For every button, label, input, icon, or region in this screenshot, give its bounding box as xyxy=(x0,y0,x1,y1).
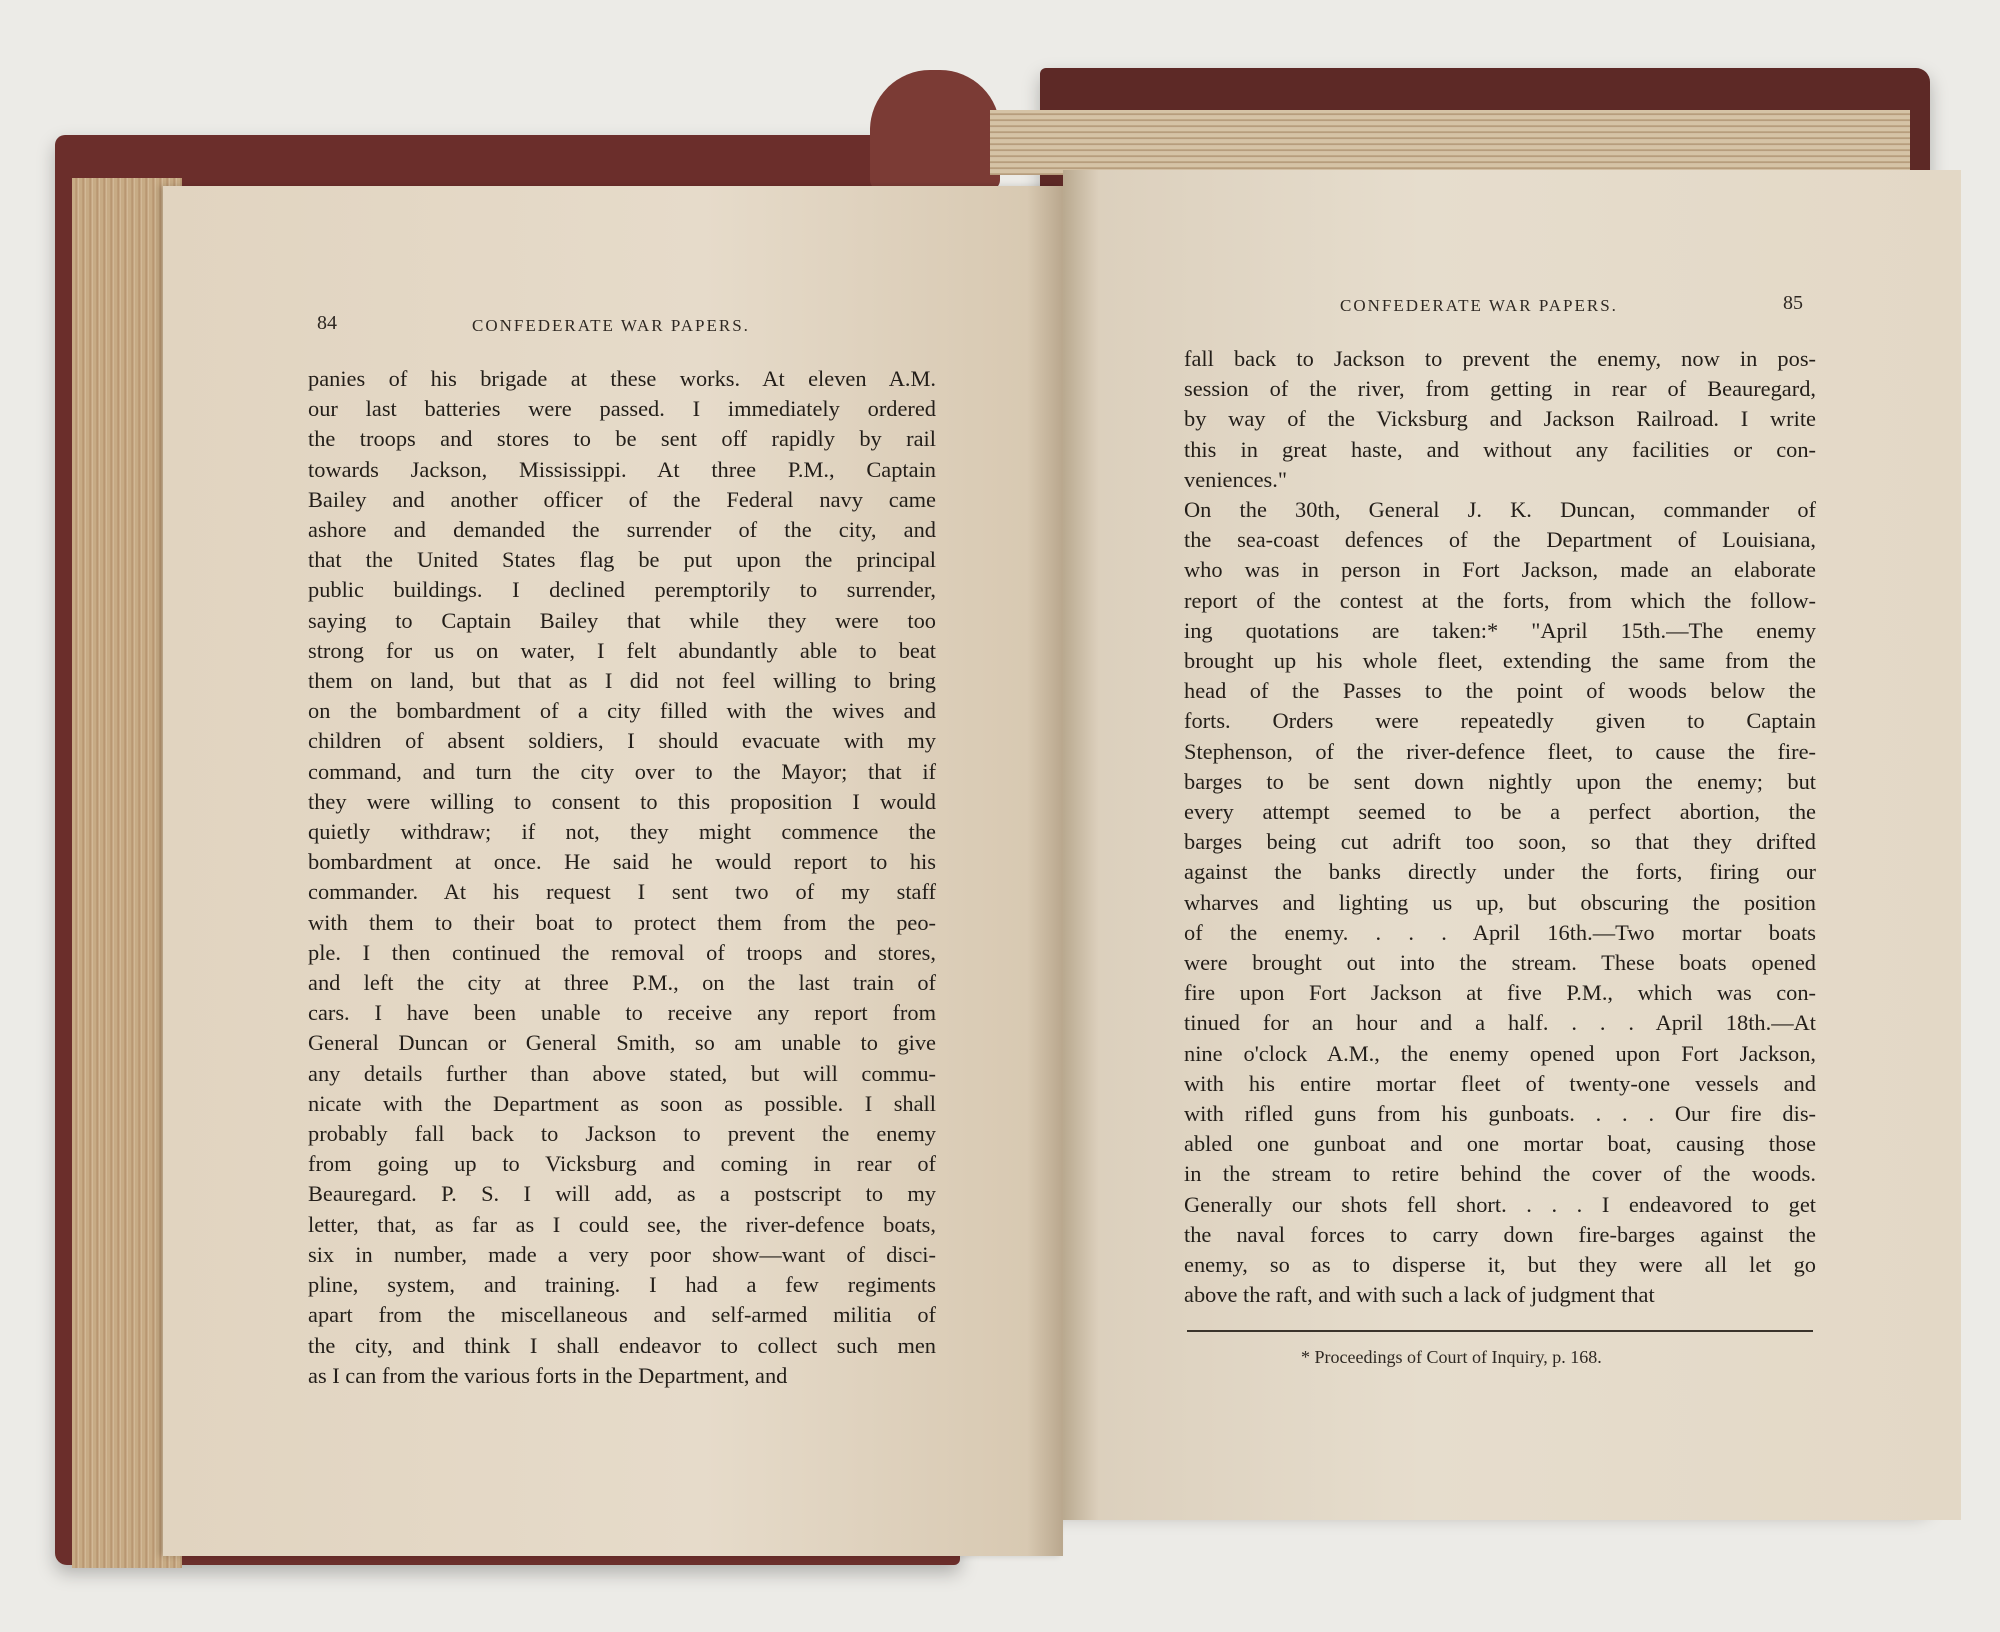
text-line: six in number, made a very poor show—want of disci- xyxy=(308,1241,936,1267)
text-line: apart from the miscellaneous and self-armed militia of xyxy=(308,1302,936,1328)
text-line: On the 30th, General J. K. Duncan, commander of xyxy=(1184,497,1816,523)
text-line: the city, and think I shall endeavor to collect such men xyxy=(308,1332,936,1358)
text-line: head of the Passes to the point of woods below the xyxy=(1184,678,1816,704)
text-line: from going up to Vicksburg and coming in rear of xyxy=(308,1151,936,1177)
text-line: quietly withdraw; if not, they might commence the xyxy=(308,819,936,845)
text-line: above the raft, and with such a lack of judgment that xyxy=(1184,1282,1655,1308)
text-line: Beauregard. P. S. I will add, as a postscript to my xyxy=(308,1181,936,1207)
text-line: on the bombardment of a city filled with the wives and xyxy=(308,698,936,724)
text-line: report of the contest at the forts, from which the follow- xyxy=(1184,587,1816,613)
text-line: ple. I then continued the removal of troops and stores, xyxy=(308,939,936,965)
text-line: letter, that, as far as I could see, the river-defence boats, xyxy=(308,1211,936,1237)
text-line: panies of his brigade at these works. At eleven A.M. xyxy=(308,366,936,391)
text-line: ing quotations are taken:* "April 15th.—The enemy xyxy=(1184,617,1816,643)
text-line: this in great haste, and without any facilities or con- xyxy=(1184,436,1816,462)
text-line: children of absent soldiers, I should evacuate with my xyxy=(308,728,936,754)
text-line: tinued for an hour and a half. . . . April 18th.—At xyxy=(1184,1010,1816,1036)
text-line: probably fall back to Jackson to prevent the enemy xyxy=(308,1121,936,1147)
text-line: enemy, so as to disperse it, but they were all let go xyxy=(1184,1252,1816,1278)
text-line: of the enemy. . . . April 16th.—Two mortar boats xyxy=(1184,919,1816,945)
text-line: our last batteries were passed. I immediately ordered xyxy=(308,396,936,422)
text-line: the troops and stores to be sent off rapidly by rail xyxy=(308,426,936,452)
text-line: brought up his whole fleet, extending the same from the xyxy=(1184,648,1816,674)
text-line: bombardment at once. He said he would report to his xyxy=(308,849,936,875)
text-line: against the banks directly under the forts, firing our xyxy=(1184,859,1816,885)
text-line: nicate with the Department as soon as possible. I shall xyxy=(308,1090,936,1116)
text-line: they were willing to consent to this proposition I would xyxy=(308,788,936,814)
text-line: wharves and lighting us up, but obscuring the position xyxy=(1184,889,1816,915)
text-line: ashore and demanded the surrender of the city, and xyxy=(308,517,936,543)
text-line: nine o'clock A.M., the enemy opened upon Fort Jackson, xyxy=(1184,1040,1816,1066)
text-line: saying to Captain Bailey that while they were too xyxy=(308,607,936,633)
text-line: fire upon Fort Jackson at five P.M., which was con- xyxy=(1184,980,1816,1006)
text-line: them on land, but that as I did not feel willing to bring xyxy=(308,668,936,694)
text-line: and left the city at three P.M., on the last train of xyxy=(308,970,936,996)
text-line: strong for us on water, I felt abundantly able to beat xyxy=(308,637,936,663)
text-line: cars. I have been unable to receive any report from xyxy=(308,1000,936,1026)
body-text xyxy=(1184,344,1816,1311)
text-line: barges being cut adrift too soon, so that they drifted xyxy=(1184,829,1816,855)
text-line: fall back to Jackson to prevent the enemy, now in pos- xyxy=(1184,346,1816,371)
running-head: CONFEDERATE WAR PAPERS. xyxy=(1340,296,1618,315)
text-line: with his entire mortar fleet of twenty-one vessels and xyxy=(1184,1070,1816,1096)
text-line: every attempt seemed to be a perfect abortion, the xyxy=(1184,799,1816,825)
text-line: with rifled guns from his gunboats. . . . Our fire dis- xyxy=(1184,1101,1816,1127)
text-line: General Duncan or General Smith, so am unable to give xyxy=(308,1030,936,1056)
text-line: the sea-coast defences of the Department of Louisiana, xyxy=(1184,527,1816,553)
text-line: abled one gunboat and one mortar boat, causing those xyxy=(1184,1131,1816,1157)
text-line: who was in person in Fort Jackson, made an elaborate xyxy=(1184,557,1816,583)
footnote: * Proceedings of Court of Inquiry, p. 168. xyxy=(1301,1347,1602,1367)
text-line: commander. At his request I sent two of my staff xyxy=(308,879,936,905)
footnote-rule xyxy=(1187,1330,1813,1332)
text-line: towards Jackson, Mississippi. At three P.M., Captain xyxy=(308,456,936,482)
page-number: 85 xyxy=(1783,292,1803,314)
text-line: by way of the Vicksburg and Jackson Railroad. I write xyxy=(1184,406,1816,432)
text-line: with them to their boat to protect them from the peo- xyxy=(308,909,936,935)
book-spine xyxy=(870,70,1000,190)
text-line: barges to be sent down nightly upon the enemy; but xyxy=(1184,768,1816,794)
text-line: command, and turn the city over to the Mayor; that if xyxy=(308,758,936,784)
text-line: Bailey and another officer of the Federal navy came xyxy=(308,486,936,512)
left-page xyxy=(163,186,1063,1556)
text-line: Generally our shots fell short. . . . I endeavored to get xyxy=(1184,1191,1816,1217)
right-page xyxy=(1063,170,1961,1520)
text-line: pline, system, and training. I had a few regiments xyxy=(308,1272,936,1298)
text-line: as I can from the various forts in the Department, and xyxy=(308,1362,788,1388)
text-line: in the stream to retire behind the cover of the woods. xyxy=(1184,1161,1816,1187)
text-line: forts. Orders were repeatedly given to Captain xyxy=(1184,708,1816,734)
right-page-edges xyxy=(990,110,1910,175)
text-line: the naval forces to carry down fire-barges against the xyxy=(1184,1221,1816,1247)
running-head: CONFEDERATE WAR PAPERS. xyxy=(472,316,750,335)
text-line: session of the river, from getting in rear of Beauregard, xyxy=(1184,376,1816,402)
text-line: any details further than above stated, but will commu- xyxy=(308,1060,936,1086)
text-line: were brought out into the stream. These boats opened xyxy=(1184,950,1816,976)
text-line: that the United States flag be put upon the principal xyxy=(308,547,936,573)
body-text xyxy=(308,364,936,1391)
page-number: 84 xyxy=(317,312,337,334)
text-line: public buildings. I declined peremptorily to surrender, xyxy=(308,577,936,603)
text-line: veniences." xyxy=(1184,466,1288,492)
text-line: Stephenson, of the river-defence fleet, to cause the fire- xyxy=(1184,738,1816,764)
